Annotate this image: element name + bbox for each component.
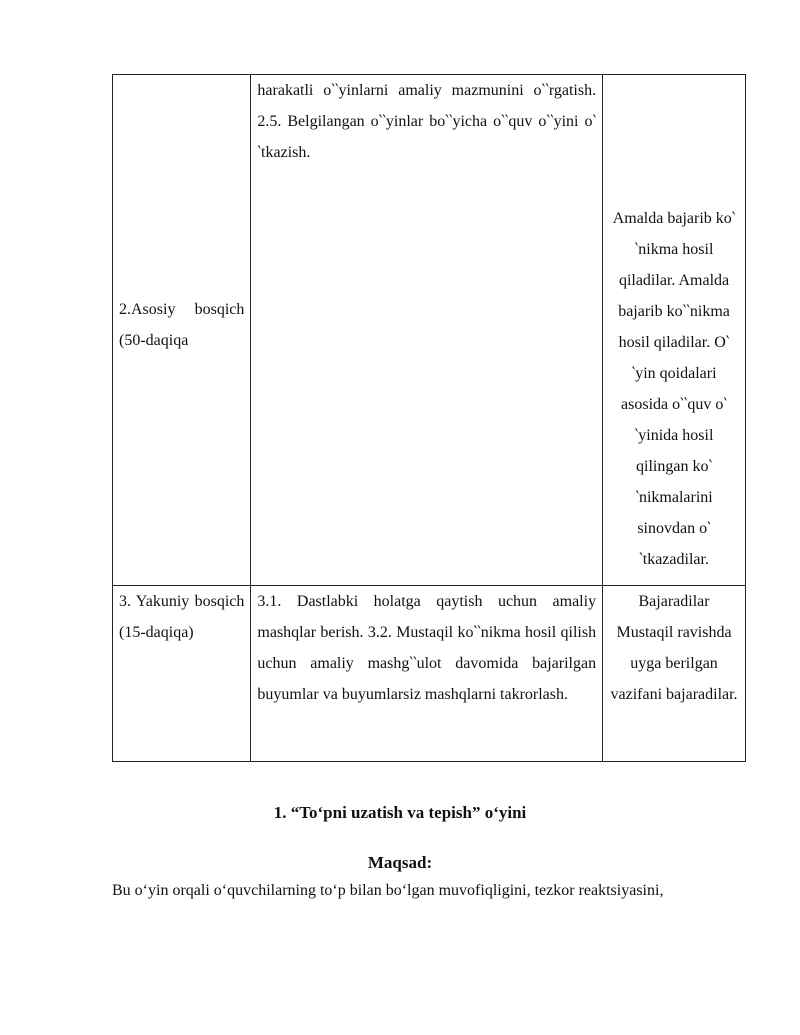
task-cell (251, 586, 603, 762)
result-text: Amalda bajarib ko‵‵nikma hosil qiladilar. Amalda bajarib ko‵‵nikma hosil qiladilar. O‵‵yin qoidalari asosida o‵‵quv o‵‵yinida hosil qilingan ko‵‵nikmalarini sinovdan o‵‵tkazadilar. (612, 210, 736, 568)
stage-label: 3. Yakuniy bosqich (15-daqiqa) (119, 593, 245, 641)
lesson-plan-table (112, 74, 746, 762)
section-heading: 1. “To‘pni uzatish va tepish” o‘yini (273, 803, 527, 822)
task-cell (251, 75, 603, 586)
stage-cell (113, 586, 251, 762)
task-text: 3.1. Dastlabki holatga qaytish uchun amaliy mashqlar berish. 3.2. Mustaqil ko‵‵nikma hosil qilish uchun amaliy mashg‵‵ulot davomida bajarilgan buyumlar va buyumlarsiz mashqlarni takrorlash. (257, 593, 597, 703)
section-subheading: Maqsad: (367, 853, 433, 872)
task-text: harakatli o‵‵yinlarni amaliy mazmunini o‵‵rgatish. 2.5. Belgilangan o‵‵yinlar bo‵‵yicha o‵‵quv o‵‵yini o‵‵tkazish. (257, 82, 597, 161)
stage-cell (113, 75, 251, 586)
table-row (113, 586, 746, 762)
result-cell (603, 586, 746, 762)
result-cell (603, 75, 746, 586)
body-paragraph: Bu o‘yin orqali o‘quvchilarning to‘p bilan bo‘lgan muvofiqligini, tezkor reaktsiyasini, (112, 882, 664, 899)
stage-label: 2.Asosiy bosqich (50-daqiqa (119, 301, 245, 349)
result-text: Bajaradilar Mustaqil ravishda uyga berilgan vazifani bajaradilar. (610, 593, 738, 703)
table-row (113, 75, 746, 586)
